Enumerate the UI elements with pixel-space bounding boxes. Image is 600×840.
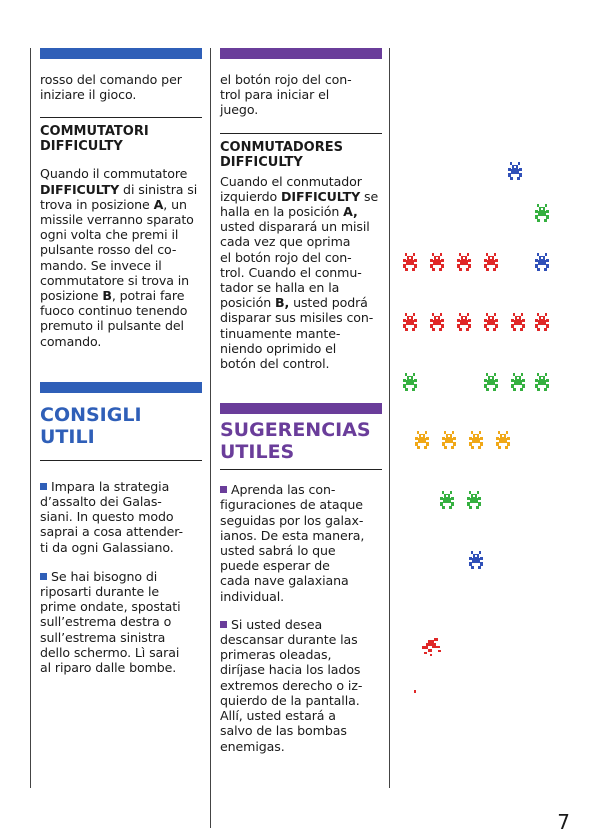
green-alien-icon — [467, 491, 481, 509]
red-alien-icon — [403, 313, 417, 331]
bullet-square-icon — [220, 486, 227, 493]
red-alien-icon — [457, 253, 471, 271]
italian-switch-heading: COMMUTATORI DIFFICULTY — [40, 124, 149, 155]
green-alien-icon — [535, 373, 549, 391]
orange-alien-icon — [469, 431, 483, 449]
spanish-switch-rule — [220, 133, 382, 134]
page-number: 7 — [557, 810, 570, 834]
explosion-icon — [422, 638, 441, 656]
red-alien-icon — [511, 313, 525, 331]
italian-switch-rule — [40, 117, 202, 118]
italian-switch-text: Quando il commutatore DIFFICULTY di sinistra si trova in posizione A, un missile verranno sparato ogni volta che premi il pulsante rosso del co- mando. Se invece il commutatore si trova in posizione B, potrai fare fuoco continuo tenendo premuto il pulsante del comando. — [40, 166, 198, 349]
spanish-tip-2: Si usted desea descansar durante las primeras oleadas, diríjase hacia los lados extremos derecho o iz- quierdo de la pantalla. Allí, usted estará a salvo de las bombas enemigas. — [220, 616, 363, 754]
bullet-square-icon — [40, 573, 47, 580]
flagship-alien-icon — [469, 551, 483, 569]
orange-alien-icon — [442, 431, 456, 449]
green-alien-icon — [484, 373, 498, 391]
bomb-icon — [414, 690, 416, 693]
spanish-accent-bar — [220, 48, 382, 59]
italian-tips-heading: CONSIGLI UTILI — [40, 403, 142, 448]
red-alien-icon — [403, 253, 417, 271]
green-alien-icon — [511, 373, 525, 391]
column-divider-right — [389, 48, 390, 788]
green-alien-icon — [403, 373, 417, 391]
galaxian-formation-illustration — [392, 48, 592, 708]
spanish-tips-bar — [220, 403, 382, 414]
italian-accent-bar — [40, 48, 202, 59]
orange-alien-icon — [496, 431, 510, 449]
spanish-switch-heading: CONMUTADORES DIFFICULTY — [220, 139, 343, 170]
spanish-column — [220, 48, 382, 754]
red-alien-icon — [430, 253, 444, 271]
italian-intro: rosso del comando per iniziare il gioco. — [40, 72, 182, 103]
bullet-square-icon — [40, 483, 47, 490]
italian-tips-bar — [40, 382, 202, 393]
spanish-intro: el botón rojo del con- trol para iniciar el juego. — [220, 72, 352, 118]
italian-tip-1: Impara la strategia d’assalto dei Galas- siani. In questo modo saprai a cosa attender- ti da ogni Galassiano. — [40, 478, 183, 555]
orange-alien-icon — [415, 431, 429, 449]
column-divider-middle — [210, 48, 211, 828]
red-alien-icon — [430, 313, 444, 331]
red-alien-icon — [484, 313, 498, 331]
green-alien-icon — [440, 491, 454, 509]
spanish-tips-rule — [220, 469, 382, 470]
red-alien-icon — [457, 313, 471, 331]
bullet-square-icon — [220, 621, 227, 628]
flagship-alien-icon — [535, 253, 549, 271]
italian-column — [40, 48, 202, 675]
spanish-tips-heading: SUGERENCIAS UTILES — [220, 419, 371, 464]
column-divider-left — [30, 48, 31, 788]
flagship-alien-icon — [508, 162, 522, 180]
italian-tip-2: Se hai bisogno di riposarti durante le prime ondate, spostati sull’estrema destra o sull’estrema sinistra dello schermo. Lì sarai al riparo dalle bombe. — [40, 568, 181, 676]
red-alien-icon — [535, 313, 549, 331]
green-alien-icon — [535, 204, 549, 222]
spanish-tip-1: Aprenda las con- figuraciones de ataque seguidas por los galax- ianos. De esta manera, usted sabrá lo que puede esperar de cada nave galaxiana individual. — [220, 482, 365, 604]
red-alien-icon — [484, 253, 498, 271]
italian-tips-rule — [40, 460, 202, 461]
spanish-switch-text: Cuando el conmutador izquierdo DIFFICULTY se halla en la posición A, usted disparará un misil cada vez que oprima el botón rojo del con- trol. Cuando el conmu- tador se halla en la posición B, usted podrá disparar sus misiles con- tinuamente mante- niendo oprimido el botón del control. — [220, 173, 379, 372]
